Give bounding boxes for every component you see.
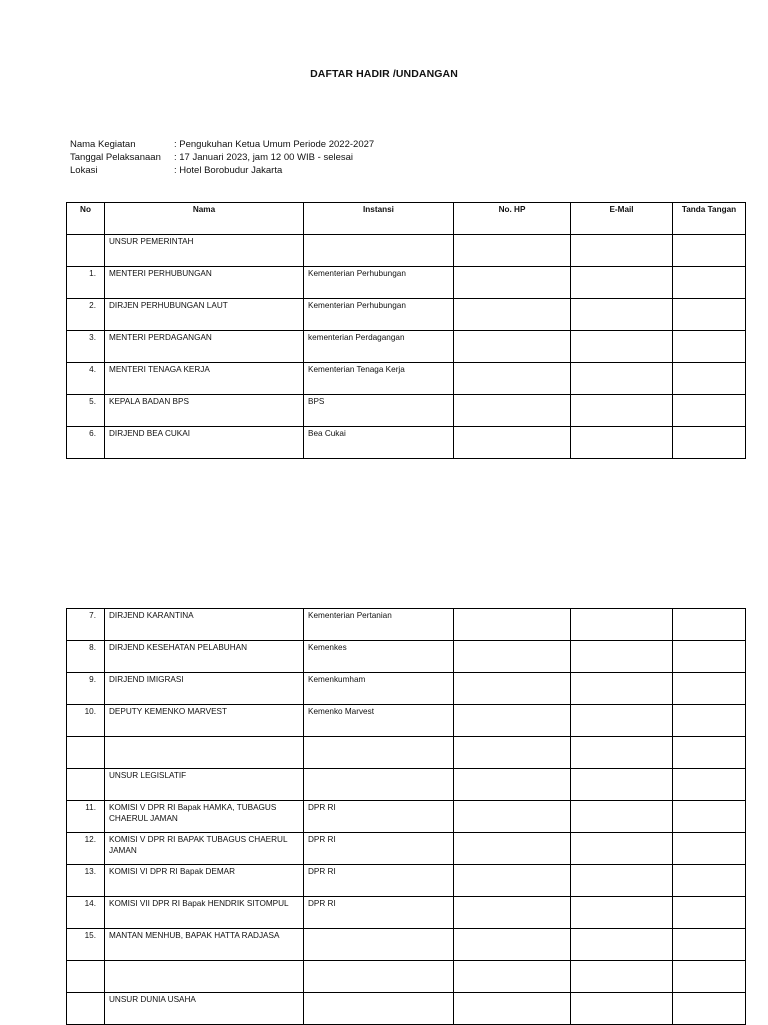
cell-tanda-tangan — [673, 801, 746, 833]
cell-tanda-tangan — [673, 833, 746, 865]
cell-nama: DIRJEND KESEHATAN PELABUHAN — [105, 641, 304, 673]
cell-email — [571, 801, 673, 833]
cell-nama: DEPUTY KEMENKO MARVEST — [105, 705, 304, 737]
cell-no: 6. — [67, 427, 105, 459]
cell-tanda-tangan — [673, 609, 746, 641]
cell-nama: DIRJEND BEA CUKAI — [105, 427, 304, 459]
cell-tanda-tangan — [673, 737, 746, 769]
column-header-no: No — [67, 203, 105, 235]
cell-no-hp — [454, 673, 571, 705]
table-row — [67, 299, 746, 331]
table-header-row — [67, 203, 746, 235]
table-row — [67, 865, 746, 897]
cell-nama: DIRJEN PERHUBUNGAN LAUT — [105, 299, 304, 331]
cell-no-hp — [454, 641, 571, 673]
cell-no-hp — [454, 427, 571, 459]
cell-no-hp — [454, 299, 571, 331]
table-row — [67, 673, 746, 705]
table-row — [67, 331, 746, 363]
cell-instansi: DPR RI — [304, 897, 454, 929]
cell-instansi: Kementerian Perhubungan — [304, 299, 454, 331]
table-row — [67, 705, 746, 737]
table-row — [67, 737, 746, 769]
info-row-activity — [70, 138, 374, 151]
cell-email — [571, 929, 673, 961]
cell-instansi: DPR RI — [304, 865, 454, 897]
cell-email — [571, 267, 673, 299]
cell-no-hp — [454, 331, 571, 363]
table-row — [67, 427, 746, 459]
table-row — [67, 801, 746, 833]
cell-instansi — [304, 929, 454, 961]
cell-tanda-tangan — [673, 993, 746, 1025]
table-row — [67, 267, 746, 299]
cell-tanda-tangan — [673, 299, 746, 331]
cell-no-hp — [454, 769, 571, 801]
cell-no-hp — [454, 961, 571, 993]
cell-email — [571, 897, 673, 929]
attendance-table-page-2 — [66, 608, 746, 1025]
cell-no-hp — [454, 705, 571, 737]
cell-no — [67, 961, 105, 993]
cell-email — [571, 737, 673, 769]
cell-instansi — [304, 993, 454, 1025]
info-row-location — [70, 164, 374, 177]
column-header-no-hp: No. HP — [454, 203, 571, 235]
cell-nama: KOMISI V DPR RI BAPAK TUBAGUS CHAERUL JAMAN — [105, 833, 304, 865]
table-row — [67, 961, 746, 993]
cell-instansi: Kemenkumham — [304, 673, 454, 705]
cell-email — [571, 641, 673, 673]
info-value: : 17 Januari 2023, jam 12 00 WIB - selesai — [174, 152, 354, 163]
cell-no: 3. — [67, 331, 105, 363]
cell-instansi: Bea Cukai — [304, 427, 454, 459]
cell-tanda-tangan — [673, 673, 746, 705]
cell-email — [571, 235, 673, 267]
column-header-nama: Nama — [105, 203, 304, 235]
info-label: Tanggal Pelaksanaan — [70, 152, 161, 163]
cell-email — [571, 299, 673, 331]
cell-tanda-tangan — [673, 331, 746, 363]
cell-tanda-tangan — [673, 427, 746, 459]
cell-nama — [105, 737, 304, 769]
cell-nama: UNSUR PEMERINTAH — [105, 235, 304, 267]
cell-nama: UNSUR DUNIA USAHA — [105, 993, 304, 1025]
cell-nama: KEPALA BADAN BPS — [105, 395, 304, 427]
cell-instansi — [304, 235, 454, 267]
event-info — [70, 138, 374, 177]
cell-tanda-tangan — [673, 897, 746, 929]
cell-email — [571, 769, 673, 801]
cell-no — [67, 993, 105, 1025]
cell-no: 5. — [67, 395, 105, 427]
cell-instansi — [304, 737, 454, 769]
cell-tanda-tangan — [673, 929, 746, 961]
cell-tanda-tangan — [673, 267, 746, 299]
cell-no — [67, 235, 105, 267]
cell-nama: UNSUR LEGISLATIF — [105, 769, 304, 801]
cell-no-hp — [454, 929, 571, 961]
cell-no: 2. — [67, 299, 105, 331]
cell-no: 1. — [67, 267, 105, 299]
cell-no: 14. — [67, 897, 105, 929]
cell-email — [571, 833, 673, 865]
cell-no: 4. — [67, 363, 105, 395]
cell-email — [571, 673, 673, 705]
document-title: DAFTAR HADIR /UNDANGAN — [310, 68, 458, 80]
cell-tanda-tangan — [673, 235, 746, 267]
cell-instansi: Kemenkes — [304, 641, 454, 673]
table-row — [67, 929, 746, 961]
cell-nama: KOMISI V DPR RI Bapak HAMKA, TUBAGUS CHAERUL JAMAN — [105, 801, 304, 833]
cell-no: 15. — [67, 929, 105, 961]
cell-instansi — [304, 769, 454, 801]
cell-instansi: DPR RI — [304, 801, 454, 833]
cell-nama: DIRJEND IMIGRASI — [105, 673, 304, 705]
cell-no: 12. — [67, 833, 105, 865]
cell-email — [571, 865, 673, 897]
cell-no: 13. — [67, 865, 105, 897]
column-header-email: E-Mail — [571, 203, 673, 235]
cell-nama: MENTERI PERHUBUNGAN — [105, 267, 304, 299]
attendance-table-page-1 — [66, 202, 746, 459]
cell-no: 7. — [67, 609, 105, 641]
table-row — [67, 833, 746, 865]
info-row-date — [70, 151, 374, 164]
cell-instansi: Kementerian Tenaga Kerja — [304, 363, 454, 395]
cell-tanda-tangan — [673, 769, 746, 801]
cell-no-hp — [454, 801, 571, 833]
table-row — [67, 641, 746, 673]
cell-email — [571, 363, 673, 395]
cell-tanda-tangan — [673, 705, 746, 737]
cell-no: 8. — [67, 641, 105, 673]
cell-no-hp — [454, 737, 571, 769]
cell-tanda-tangan — [673, 961, 746, 993]
cell-no-hp — [454, 833, 571, 865]
info-label: Nama Kegiatan — [70, 139, 136, 150]
table-row — [67, 395, 746, 427]
table-row — [67, 609, 746, 641]
table-row — [67, 993, 746, 1025]
cell-tanda-tangan — [673, 395, 746, 427]
table-row — [67, 897, 746, 929]
cell-instansi: DPR RI — [304, 833, 454, 865]
cell-no: 10. — [67, 705, 105, 737]
cell-no-hp — [454, 609, 571, 641]
cell-nama: KOMISI VII DPR RI Bapak HENDRIK SITOMPUL — [105, 897, 304, 929]
cell-nama: MANTAN MENHUB, BAPAK HATTA RADJASA — [105, 929, 304, 961]
table-row — [67, 363, 746, 395]
cell-nama: MENTERI PERDAGANGAN — [105, 331, 304, 363]
cell-email — [571, 705, 673, 737]
cell-instansi: Kemenko Marvest — [304, 705, 454, 737]
cell-no-hp — [454, 993, 571, 1025]
cell-nama: DIRJEND KARANTINA — [105, 609, 304, 641]
cell-email — [571, 961, 673, 993]
column-header-tanda-tangan: Tanda Tangan — [673, 203, 746, 235]
cell-email — [571, 331, 673, 363]
cell-tanda-tangan — [673, 641, 746, 673]
cell-no — [67, 769, 105, 801]
cell-no-hp — [454, 897, 571, 929]
cell-no: 9. — [67, 673, 105, 705]
cell-tanda-tangan — [673, 865, 746, 897]
cell-no-hp — [454, 363, 571, 395]
cell-nama: MENTERI TENAGA KERJA — [105, 363, 304, 395]
column-header-instansi: Instansi — [304, 203, 454, 235]
table-row — [67, 235, 746, 267]
cell-no-hp — [454, 865, 571, 897]
cell-tanda-tangan — [673, 363, 746, 395]
cell-email — [571, 395, 673, 427]
cell-instansi — [304, 961, 454, 993]
info-value: : Pengukuhan Ketua Umum Periode 2022-2027 — [174, 139, 375, 150]
cell-instansi: BPS — [304, 395, 454, 427]
info-label: Lokasi — [70, 165, 98, 176]
cell-nama: KOMISI VI DPR RI Bapak DEMAR — [105, 865, 304, 897]
cell-instansi: Kementerian Perhubungan — [304, 267, 454, 299]
cell-instansi: kementerian Perdagangan — [304, 331, 454, 363]
cell-nama — [105, 961, 304, 993]
cell-email — [571, 427, 673, 459]
cell-email — [571, 609, 673, 641]
cell-instansi: Kementerian Pertanian — [304, 609, 454, 641]
cell-no-hp — [454, 267, 571, 299]
cell-no-hp — [454, 395, 571, 427]
info-value: : Hotel Borobudur Jakarta — [174, 165, 283, 176]
cell-no-hp — [454, 235, 571, 267]
cell-no: 11. — [67, 801, 105, 833]
cell-email — [571, 993, 673, 1025]
table-row — [67, 769, 746, 801]
cell-no — [67, 737, 105, 769]
